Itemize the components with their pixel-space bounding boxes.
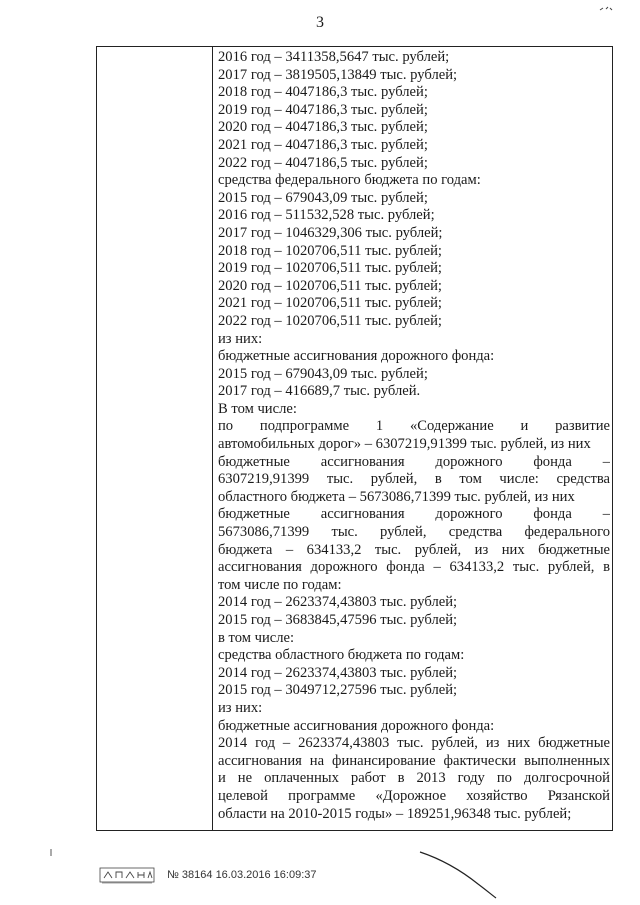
text-line: из них: [218, 699, 263, 716]
text-line: том числе по годам: [218, 576, 342, 593]
text-line: 2022 год – 1020706,511 тыс. рублей; [218, 312, 442, 329]
text-line: 2015 год – 3049712,27596 тыс. рублей; [218, 682, 458, 699]
table-column-divider [212, 46, 213, 830]
text-line: 2016 год – 3411358,5647 тыс. рублей; [218, 49, 450, 65]
text-line: 6307219,91399 тыс. рублей, в том числе: средства [218, 471, 610, 488]
signature-stroke-icon [418, 850, 498, 900]
text-line: 2015 год – 679043,09 тыс. рублей; [218, 365, 428, 382]
text-line: 2019 год – 1020706,511 тыс. рублей; [218, 260, 442, 277]
text-line: 2018 год – 4047186,3 тыс. рублей; [218, 84, 428, 101]
text-line: 2016 год – 511532,528 тыс. рублей; [218, 207, 435, 224]
text-line: 2019 год – 4047186,3 тыс. рублей; [218, 101, 428, 118]
text-line: бюджетные ассигнования дорожного фонда – [218, 506, 610, 523]
corner-mark-icon [598, 4, 614, 14]
table-text-cell [218, 49, 610, 823]
text-line: средства федерального бюджета по годам: [218, 172, 481, 189]
text-line: 2021 год – 1020706,511 тыс. рублей; [218, 295, 442, 312]
text-line: автомобильных дорог» – 6307219,91399 тыс. рублей, из них [218, 436, 591, 453]
text-line: целевой программе «Дорожное хозяйство Рязанской [218, 787, 610, 804]
page-number: 3 [316, 14, 324, 31]
text-line: ассигнования дорожного фонда – 634133,2 тыс. рублей, в [218, 559, 610, 576]
text-line: областного бюджета – 5673086,71399 тыс. рублей, из них [218, 488, 575, 505]
text-line: ассигнования на финансирование фактически выполненных [218, 752, 610, 769]
text-line: и не оплаченных работ в 2013 году по долгосрочной [218, 770, 610, 787]
text-line: средства областного бюджета по годам: [218, 647, 465, 664]
text-line: из них: [218, 330, 263, 347]
text-line: 2018 год – 1020706,511 тыс. рублей; [218, 242, 442, 259]
text-line: 2015 год – 679043,09 тыс. рублей; [218, 189, 428, 206]
text-line: 5673086,71399 тыс. рублей, средства федерального [218, 524, 610, 541]
text-line: в том числе: [218, 629, 295, 646]
text-line: 2014 год – 2623374,43803 тыс. рублей, из них бюджетные [218, 735, 610, 752]
text-line: по подпрограмме 1 «Содержание и развитие [218, 418, 610, 435]
text-line: 2014 год – 2623374,43803 тыс. рублей; [218, 594, 458, 611]
text-line: 2022 год – 4047186,5 тыс. рублей; [218, 154, 428, 171]
text-line: бюджетные ассигнования дорожного фонда: [218, 348, 495, 365]
text-line: области на 2010-2015 годы» – 189251,96348 тыс. рублей; [218, 805, 572, 822]
registration-stamp: № 38164 16.03.2016 16:09:37 [167, 869, 317, 881]
text-line: бюджетные ассигнования дорожного фонда: [218, 717, 495, 734]
text-line: 2017 год – 3819505,13849 тыс. рублей; [218, 66, 458, 83]
text-line: 2015 год – 3683845,47596 тыс. рублей; [218, 612, 458, 628]
text-line: 2021 год – 4047186,3 тыс. рублей; [218, 136, 428, 153]
text-line: В том числе: [218, 400, 297, 417]
text-line: бюджета – 634133,2 тыс. рублей, из них бюджетные [218, 541, 610, 558]
stamp-logo-icon [98, 864, 156, 886]
text-line: 2014 год – 2623374,43803 тыс. рублей; [218, 664, 458, 681]
text-line: 2017 год – 416689,7 тыс. рублей. [218, 383, 421, 400]
footer [98, 864, 317, 886]
text-line: 2017 год – 1046329,306 тыс. рублей; [218, 224, 443, 241]
margin-mark-icon [48, 848, 54, 858]
text-line: 2020 год – 4047186,3 тыс. рублей; [218, 119, 428, 136]
text-line: 2020 год – 1020706,511 тыс. рублей; [218, 277, 442, 294]
text-line: бюджетные ассигнования дорожного фонда – [218, 453, 610, 470]
